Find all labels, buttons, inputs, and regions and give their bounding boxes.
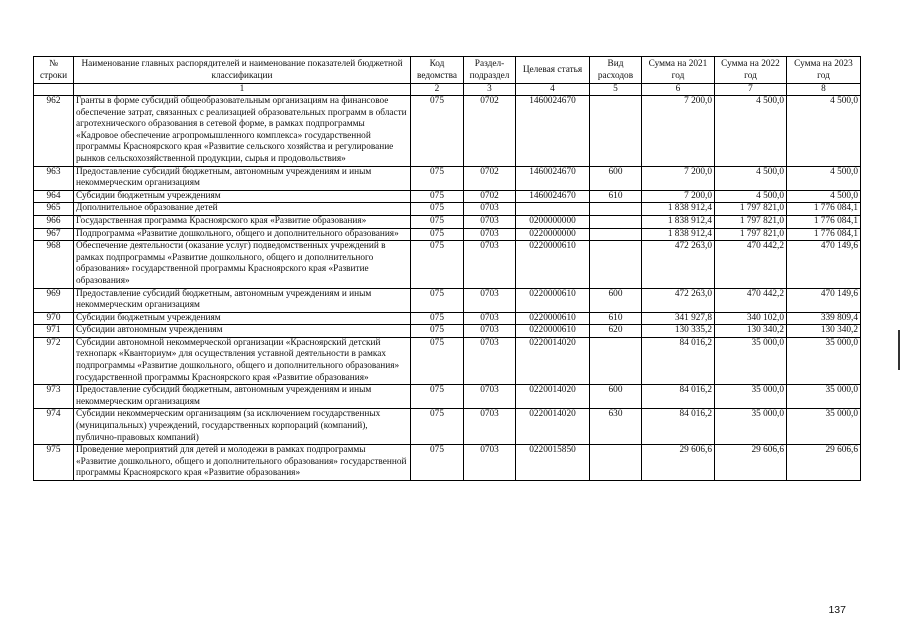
row-number: 967	[34, 228, 74, 241]
row-expense-type: 600	[590, 288, 642, 312]
column-number: 2	[411, 84, 464, 96]
row-name: Субсидии бюджетным учреждениям	[74, 190, 411, 203]
row-sum-2022: 130 340,2	[715, 325, 787, 338]
table-row	[34, 385, 861, 409]
row-dept-code: 075	[411, 241, 464, 288]
row-number: 972	[34, 337, 74, 384]
header-dept-code: Код ведомства	[411, 57, 464, 84]
row-target: 1460024670	[516, 166, 590, 190]
row-section: 0703	[464, 325, 516, 338]
row-name: Субсидии некоммерческим организациям (за исключением государственных (муниципальных) учреждений, государственных корпораций (компаний), публично-правовых компаний)	[74, 409, 411, 445]
row-sum-2022: 340 102,0	[715, 312, 787, 325]
row-sum-2021: 472 263,0	[642, 241, 715, 288]
row-sum-2021: 7 200,0	[642, 166, 715, 190]
row-expense-type	[590, 228, 642, 241]
header-target: Целевая статья	[516, 57, 590, 84]
row-sum-2023: 470 149,6	[787, 241, 861, 288]
row-sum-2021: 7 200,0	[642, 96, 715, 167]
row-sum-2023: 1 776 084,1	[787, 215, 861, 228]
row-target: 0220015850	[516, 445, 590, 481]
row-sum-2023: 29 606,6	[787, 445, 861, 481]
row-target: 0220000000	[516, 228, 590, 241]
row-section: 0702	[464, 166, 516, 190]
row-sum-2021: 29 606,6	[642, 445, 715, 481]
column-number: 4	[516, 84, 590, 96]
row-section: 0703	[464, 215, 516, 228]
column-number: 7	[715, 84, 787, 96]
row-sum-2023: 35 000,0	[787, 409, 861, 445]
row-sum-2023: 4 500,0	[787, 166, 861, 190]
table-row	[34, 190, 861, 203]
row-target: 0220000610	[516, 288, 590, 312]
row-name: Государственная программа Красноярского края «Развитие образования»	[74, 215, 411, 228]
row-number: 963	[34, 166, 74, 190]
table-row	[34, 445, 861, 481]
row-name: Субсидии бюджетным учреждениям	[74, 312, 411, 325]
row-sum-2023: 4 500,0	[787, 96, 861, 167]
row-sum-2023: 470 149,6	[787, 288, 861, 312]
row-target: 0220014020	[516, 409, 590, 445]
column-number-row	[34, 84, 861, 96]
table-row	[34, 409, 861, 445]
row-dept-code: 075	[411, 215, 464, 228]
row-target	[516, 203, 590, 216]
row-sum-2021: 84 016,2	[642, 409, 715, 445]
row-section: 0703	[464, 445, 516, 481]
row-target: 0220000610	[516, 241, 590, 288]
header-row-no: № строки	[34, 57, 74, 84]
header-sum-2022: Сумма на 2022 год	[715, 57, 787, 84]
row-dept-code: 075	[411, 166, 464, 190]
row-name: Дополнительное образование детей	[74, 203, 411, 216]
row-number: 970	[34, 312, 74, 325]
row-expense-type	[590, 337, 642, 384]
row-sum-2022: 29 606,6	[715, 445, 787, 481]
row-dept-code: 075	[411, 337, 464, 384]
row-name: Подпрограмма «Развитие дошкольного, общего и дополнительного образования»	[74, 228, 411, 241]
row-name: Гранты в форме субсидий общеобразовательным организациям на финансовое обеспечение затрат, связанных с реализацией образовательных программ в области агротехнического образования в сетевой форме, в рамках подпрограммы «Кадровое обеспечение агропромышленного комплекса» государственной программы Красноярского края «Развитие сельского хозяйства и регулирование рынков сельскохозяйственной продукции, сырья и продовольствия»	[74, 96, 411, 167]
row-expense-type	[590, 96, 642, 167]
row-number: 964	[34, 190, 74, 203]
column-number: 1	[74, 84, 411, 96]
row-expense-type: 610	[590, 312, 642, 325]
row-section: 0702	[464, 96, 516, 167]
header-section: Раздел-подраздел	[464, 57, 516, 84]
header-sum-2023: Сумма на 2023 год	[787, 57, 861, 84]
row-sum-2023: 35 000,0	[787, 385, 861, 409]
row-sum-2022: 4 500,0	[715, 190, 787, 203]
table-row	[34, 228, 861, 241]
row-name: Проведение мероприятий для детей и молодежи в рамках подпрограммы «Развитие дошкольного, общего и дополнительного образования» государственной программы Красноярского края «Развитие образования»	[74, 445, 411, 481]
row-section: 0703	[464, 203, 516, 216]
header-name: Наименование главных распорядителей и наименование показателей бюджетной классификации	[74, 57, 411, 84]
row-sum-2022: 35 000,0	[715, 385, 787, 409]
row-sum-2022: 35 000,0	[715, 337, 787, 384]
row-sum-2021: 1 838 912,4	[642, 228, 715, 241]
row-target: 0220000610	[516, 312, 590, 325]
row-dept-code: 075	[411, 385, 464, 409]
row-expense-type: 600	[590, 166, 642, 190]
table-body	[34, 96, 861, 481]
budget-table	[33, 56, 861, 481]
row-sum-2021: 472 263,0	[642, 288, 715, 312]
row-expense-type: 630	[590, 409, 642, 445]
row-number: 975	[34, 445, 74, 481]
row-dept-code: 075	[411, 228, 464, 241]
row-sum-2023: 339 809,4	[787, 312, 861, 325]
row-sum-2022: 1 797 821,0	[715, 215, 787, 228]
row-expense-type	[590, 241, 642, 288]
table-row	[34, 215, 861, 228]
row-sum-2021: 7 200,0	[642, 190, 715, 203]
row-sum-2021: 341 927,8	[642, 312, 715, 325]
row-sum-2021: 1 838 912,4	[642, 203, 715, 216]
row-target: 0200000000	[516, 215, 590, 228]
row-section: 0703	[464, 241, 516, 288]
row-expense-type: 610	[590, 190, 642, 203]
row-sum-2022: 1 797 821,0	[715, 228, 787, 241]
row-number: 969	[34, 288, 74, 312]
header-row	[34, 57, 861, 84]
row-expense-type	[590, 215, 642, 228]
row-number: 966	[34, 215, 74, 228]
row-sum-2022: 35 000,0	[715, 409, 787, 445]
row-dept-code: 075	[411, 96, 464, 167]
table-row	[34, 312, 861, 325]
column-number	[34, 84, 74, 96]
page-number: 137	[828, 604, 846, 616]
row-section: 0703	[464, 288, 516, 312]
row-number: 965	[34, 203, 74, 216]
row-sum-2023: 35 000,0	[787, 337, 861, 384]
row-sum-2023: 1 776 084,1	[787, 203, 861, 216]
table-row	[34, 166, 861, 190]
row-dept-code: 075	[411, 325, 464, 338]
row-expense-type	[590, 203, 642, 216]
row-section: 0703	[464, 228, 516, 241]
row-dept-code: 075	[411, 288, 464, 312]
row-name: Предоставление субсидий бюджетным, автономным учреждениям и иным некоммерческим организациям	[74, 166, 411, 190]
row-sum-2021: 1 838 912,4	[642, 215, 715, 228]
row-dept-code: 075	[411, 203, 464, 216]
row-sum-2021: 84 016,2	[642, 385, 715, 409]
column-number: 8	[787, 84, 861, 96]
row-sum-2023: 130 340,2	[787, 325, 861, 338]
row-name: Предоставление субсидий бюджетным, автономным учреждениям и иным некоммерческим организациям	[74, 385, 411, 409]
row-number: 962	[34, 96, 74, 167]
row-name: Субсидии автономной некоммерческой организации «Красноярский детский технопарк «Кванториум» для осуществления уставной деятельности в рамках подпрограммы «Развитие дошкольного, общего и дополнительного образования» государственной программы Красноярского края «Развитие образования»	[74, 337, 411, 384]
row-number: 974	[34, 409, 74, 445]
row-dept-code: 075	[411, 312, 464, 325]
row-name: Обеспечение деятельности (оказание услуг) подведомственных учреждений в рамках подпрограммы «Развитие дошкольного, общего и дополнительного образования» государственной программы Красноярского края «Развитие образования»	[74, 241, 411, 288]
row-section: 0703	[464, 409, 516, 445]
row-target: 0220014020	[516, 385, 590, 409]
scan-edge-mark	[898, 330, 900, 370]
row-target: 1460024670	[516, 96, 590, 167]
column-number: 5	[590, 84, 642, 96]
header-expense-type: Вид расходов	[590, 57, 642, 84]
row-dept-code: 075	[411, 190, 464, 203]
table-row	[34, 203, 861, 216]
row-sum-2021: 84 016,2	[642, 337, 715, 384]
table-row	[34, 96, 861, 167]
header-sum-2021: Сумма на 2021 год	[642, 57, 715, 84]
row-dept-code: 075	[411, 409, 464, 445]
row-number: 971	[34, 325, 74, 338]
row-number: 968	[34, 241, 74, 288]
row-section: 0703	[464, 385, 516, 409]
row-section: 0703	[464, 337, 516, 384]
row-sum-2021: 130 335,2	[642, 325, 715, 338]
row-sum-2022: 4 500,0	[715, 166, 787, 190]
row-number: 973	[34, 385, 74, 409]
row-dept-code: 075	[411, 445, 464, 481]
row-target: 1460024670	[516, 190, 590, 203]
row-expense-type: 600	[590, 385, 642, 409]
table-row	[34, 337, 861, 384]
row-sum-2023: 4 500,0	[787, 190, 861, 203]
row-target: 0220014020	[516, 337, 590, 384]
row-section: 0702	[464, 190, 516, 203]
row-expense-type	[590, 445, 642, 481]
row-sum-2022: 470 442,2	[715, 288, 787, 312]
row-sum-2023: 1 776 084,1	[787, 228, 861, 241]
row-name: Субсидии автономным учреждениям	[74, 325, 411, 338]
table-row	[34, 288, 861, 312]
row-sum-2022: 1 797 821,0	[715, 203, 787, 216]
table-row	[34, 325, 861, 338]
table-row	[34, 241, 861, 288]
row-sum-2022: 4 500,0	[715, 96, 787, 167]
row-section: 0703	[464, 312, 516, 325]
row-sum-2022: 470 442,2	[715, 241, 787, 288]
column-number: 3	[464, 84, 516, 96]
row-name: Предоставление субсидий бюджетным, автономным учреждениям и иным некоммерческим организациям	[74, 288, 411, 312]
row-expense-type: 620	[590, 325, 642, 338]
column-number: 6	[642, 84, 715, 96]
row-target: 0220000610	[516, 325, 590, 338]
